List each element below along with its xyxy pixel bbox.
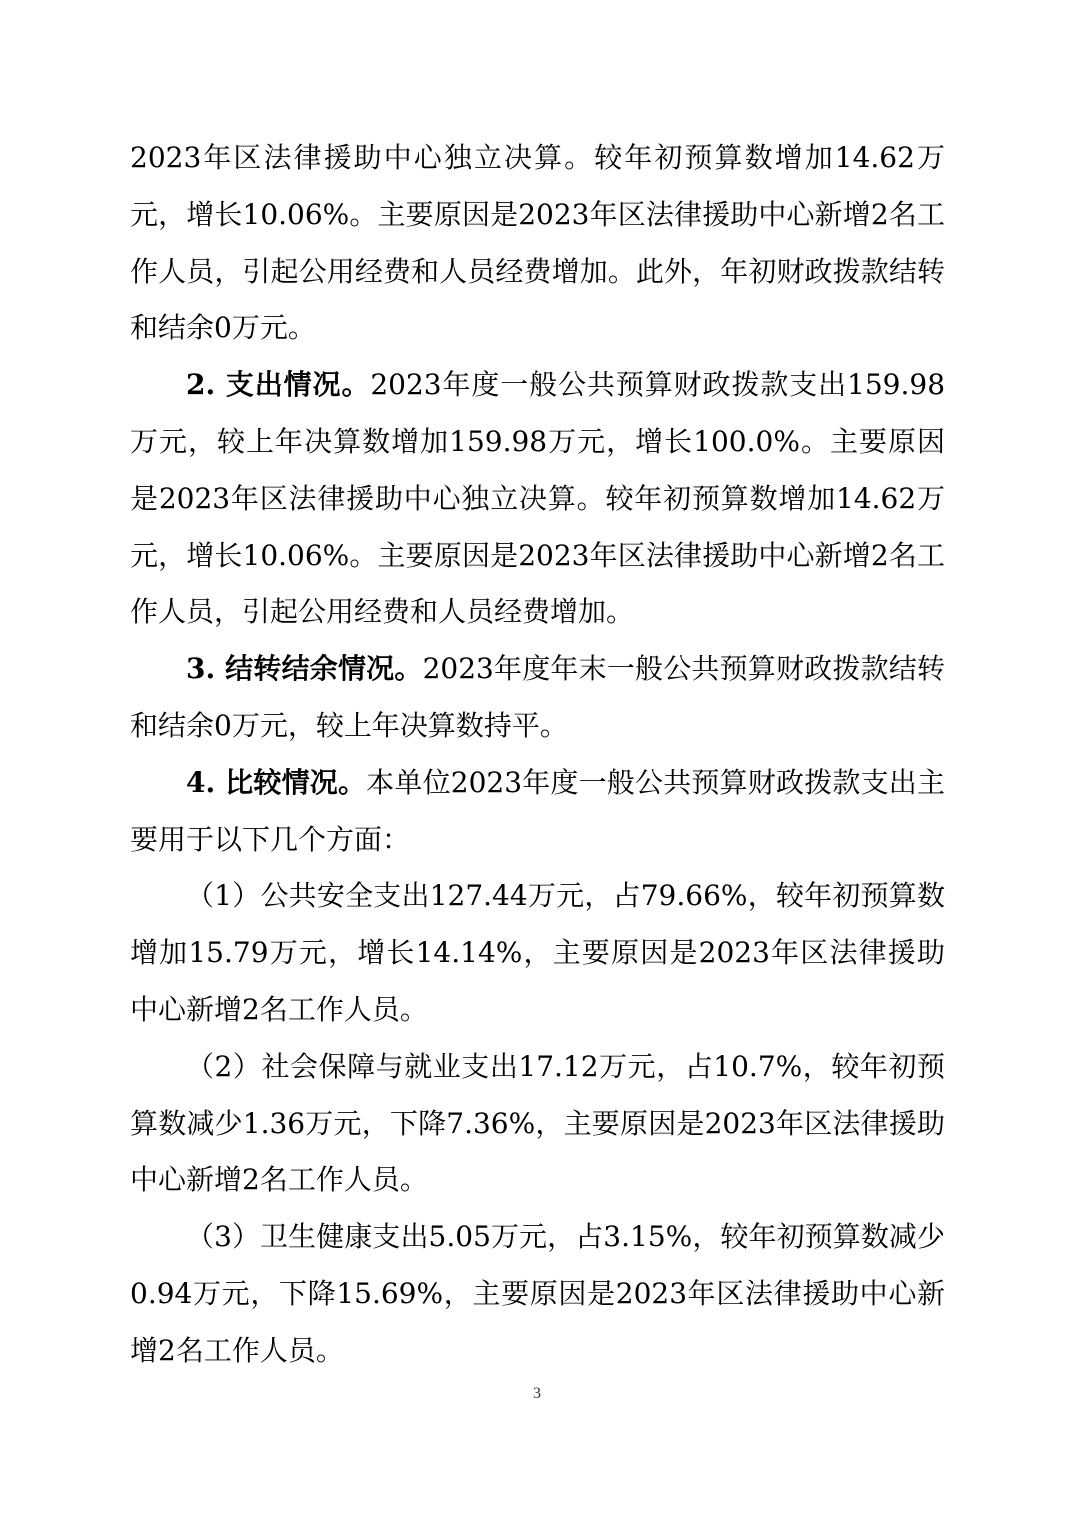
paragraph-text: 2023年度年末一般公共预算财政拨款结转和结余0万元，较上年决算数持平。 — [130, 652, 946, 742]
section-heading-expenditure: 2. 支出情况。 — [186, 368, 371, 402]
paragraph-text: （3）卫生健康支出5.05万元，占3.15%，较年初预算数减少0.94万元，下降15.69%，主要原因是2023年区法律援助中心新增2名工作人员。 — [130, 1220, 945, 1367]
page-number: 3 — [533, 1385, 541, 1402]
paragraph-comparison — [130, 755, 945, 869]
list-item-social-security — [130, 1039, 945, 1209]
paragraph-continuation — [130, 130, 945, 357]
paragraph-text: 2023年区法律援助中心独立决算。较年初预算数增加14.62万元，增长10.06%。主要原因是2023年区法律援助中心新增2名工作人员，引起公用经费和人员经费增加。此外，年初财政拨款结转和结余0万元。 — [130, 141, 945, 345]
list-item-health — [130, 1209, 945, 1379]
paragraph-carryover — [130, 641, 945, 755]
paragraph-expenditure — [130, 357, 945, 641]
document-body — [130, 130, 945, 1380]
paragraph-text: 2023年度一般公共预算财政拨款支出159.98万元，较上年决算数增加159.98万元，增长100.0%。主要原因是2023年区法律援助中心独立决算。较年初预算数增加14.62万元，增长10.06%。主要原因是2023年区法律援助中心新增2名工作人员，引起公用经费和人员经费增加。 — [130, 368, 946, 629]
list-item-public-security — [130, 868, 945, 1038]
paragraph-text: （1）公共安全支出127.44万元，占79.66%，较年初预算数增加15.79万元，增长14.14%，主要原因是2023年区法律援助中心新增2名工作人员。 — [130, 879, 945, 1026]
paragraph-text: 本单位2023年度一般公共预算财政拨款支出主要用于以下几个方面： — [130, 765, 945, 856]
paragraph-text: （2）社会保障与就业支出17.12万元，占10.7%，较年初预算数减少1.36万元，下降7.36%，主要原因是2023年区法律援助中心新增2名工作人员。 — [130, 1049, 945, 1197]
section-heading-comparison: 4. 比较情况。 — [186, 765, 367, 799]
section-heading-carryover: 3. 结转结余情况。 — [186, 652, 423, 686]
